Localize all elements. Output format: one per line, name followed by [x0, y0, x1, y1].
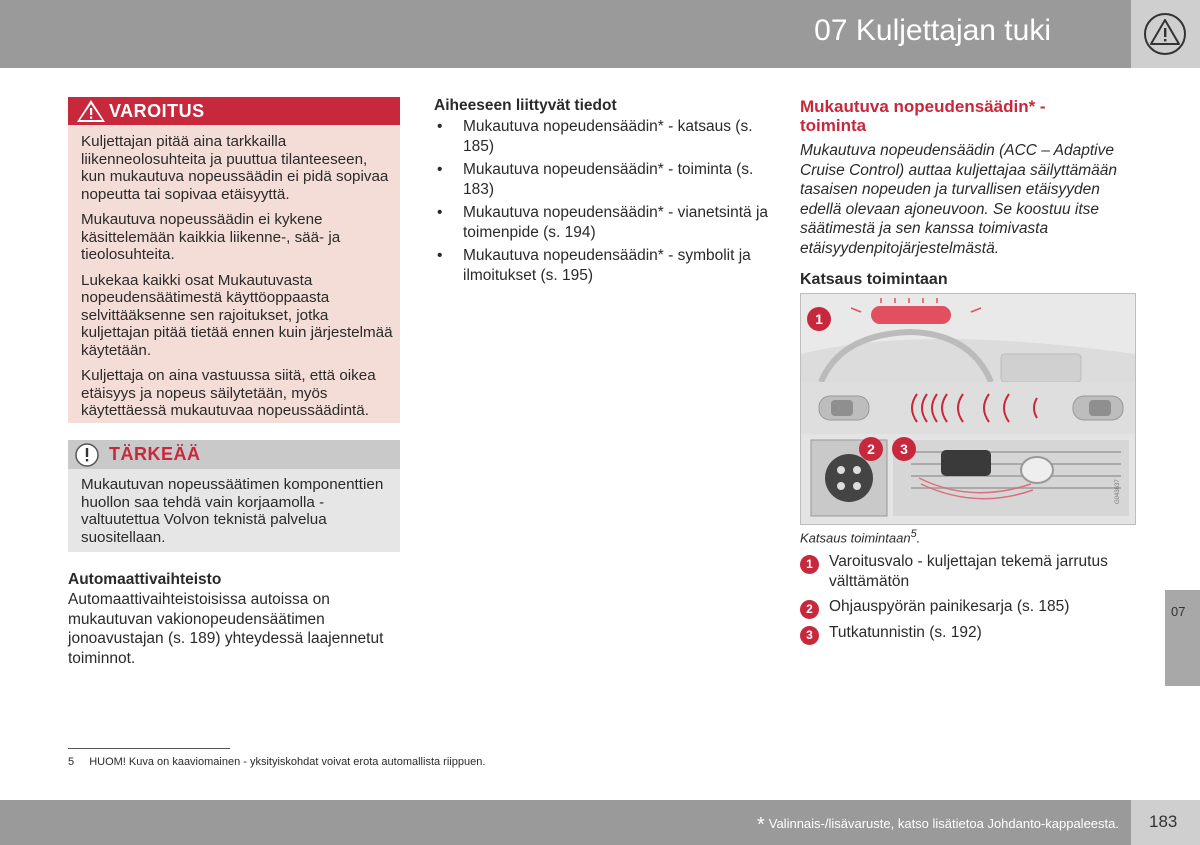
- overview-title: Katsaus toimintaan: [800, 271, 948, 288]
- related-list: [434, 117, 774, 289]
- figure-caption: Katsaus toimintaan$^5$.: [800, 528, 921, 546]
- footer-note: [757, 814, 1119, 837]
- overview-item: [800, 623, 1135, 643]
- warning-header: [68, 97, 400, 125]
- bullet-icon: •: [437, 118, 443, 135]
- overview-item: [800, 597, 1135, 617]
- car-icon: [819, 396, 869, 420]
- related-item-text: Mukautuva nopeudensäädin* - toiminta (s. 183): [463, 161, 754, 198]
- warning-triangle-icon: [1131, 0, 1200, 68]
- figure-badge-3: [892, 437, 916, 461]
- svg-text:2: 2: [867, 441, 875, 457]
- figure-caption-text: Katsaus toimintaan: [800, 530, 911, 546]
- overview-item: [800, 552, 1135, 591]
- warning-text: [81, 133, 393, 428]
- figure-badge-2: [859, 437, 883, 461]
- warning-label: VAROITUS: [109, 101, 205, 121]
- acc-intro-text: Mukautuva nopeudensäädin (ACC – Adaptive Cruise Control) auttaa kuljettajaa säilyttämään tasaisen nopeuden ja turvallisen etäisyyden edellä olevaan ajoneuvoon. Se koostuu itse säätimestä ja sen kanssa toimivasta etäisyydenpitojärjestelmästä.: [800, 142, 1118, 257]
- related-item-text: Mukautuva nopeudensäädin* - katsaus (s. 185): [463, 118, 753, 155]
- related-item[interactable]: [434, 117, 774, 156]
- page-number: 183: [1149, 812, 1178, 831]
- page-number-box: [1131, 800, 1200, 845]
- overview-item-text: Tutkatunnistin (s. 192): [829, 623, 982, 641]
- related-item-text: Mukautuva nopeudensäädin* - vianetsintä ja toimenpide (s. 194): [463, 204, 769, 241]
- automatic-title: Automaattivaihteisto: [68, 571, 222, 588]
- acc-overview-figure: [800, 293, 1136, 525]
- bullet-icon: •: [437, 204, 443, 221]
- exclamation-circle-icon: [75, 443, 99, 467]
- svg-text:1: 1: [815, 311, 823, 327]
- overview-numbered-list: [800, 552, 1135, 648]
- acc-illustration: [801, 294, 1135, 524]
- important-header: [68, 440, 400, 469]
- number-badge: 2: [800, 600, 819, 619]
- overview-item-text: Varoitusvalo - kuljettajan tekemä jarrutus välttämätön: [829, 553, 1108, 590]
- chapter-title: 07 Kuljettajan tuki: [814, 14, 1051, 47]
- automatic-text: Automaattivaihteistoisissa autoissa on mukautuvan vakionopeudensäätimen jonoavustajan (s. 189) yhteydessä laajennetut toiminnot.: [68, 591, 384, 667]
- footer-bar: [0, 800, 1131, 845]
- acc-section-title: Mukautuva nopeudensäädin* - toiminta: [800, 97, 1046, 135]
- warning-paragraph: Kuljettaja on aina vastuussa siitä, että oikea etäisyys ja nopeus säilytetään, myös käytettäessä mukautuvaa nopeussäädintä.: [81, 367, 376, 419]
- warning-icon: [76, 99, 106, 123]
- number-badge: 1: [800, 555, 819, 574]
- related-item[interactable]: [434, 160, 774, 199]
- warning-paragraph: Kuljettajan pitää aina tarkkailla liikenneolosuhteita ja puuttua tilanteeseen, kun mukautuva nopeussäädin ei pidä sopivaa nopeutta tai sopivaa etäisyyttä.: [81, 133, 389, 203]
- asterisk-mark: *: [756, 814, 765, 836]
- chapter-side-tab: [1165, 590, 1200, 686]
- svg-text:3: 3: [900, 441, 908, 457]
- footnote-text: HUOM! Kuva on kaaviomainen - yksityiskohdat voivat erota automallista riippuen.: [89, 756, 486, 768]
- figure-code: G043637: [1115, 479, 1121, 504]
- header-icon-box: [1131, 0, 1200, 68]
- header-bar: [0, 0, 1131, 68]
- number-badge: 3: [800, 626, 819, 645]
- footnote-ref[interactable]: 5: [910, 528, 917, 540]
- footnote: [68, 756, 485, 768]
- warning-paragraph: Mukautuva nopeussäädin ei kykene käsittelemään kaikkia liikenne-, sää- ja tieolosuhteita.: [81, 211, 341, 263]
- important-text: Mukautuvan nopeussäätimen komponenttien huollon saa tehdä vain korjaamolla - valtuutettua Volvon teknistä palvelua suositellaan.: [81, 476, 384, 546]
- overview-item-text: Ohjauspyörän painikesarja (s. 185): [829, 598, 1070, 615]
- important-box: [68, 440, 400, 552]
- related-item[interactable]: [434, 203, 774, 242]
- footnote-rule: [68, 748, 230, 749]
- footnote-number: 5: [68, 756, 75, 768]
- bullet-icon: •: [437, 161, 443, 178]
- figure-badge-1: [807, 307, 831, 331]
- footer-note-text: Valinnais-/lisävaruste, katso lisätietoa Johdanto-kappaleesta.: [768, 816, 1119, 831]
- related-item-text: Mukautuva nopeudensäädin* - symbolit ja ilmoitukset (s. 195): [463, 247, 751, 284]
- side-tab-label: 07: [1171, 604, 1186, 619]
- related-title: Aiheeseen liittyvät tiedot: [434, 97, 617, 114]
- important-label: TÄRKEÄÄ: [109, 444, 201, 464]
- car-icon: [1073, 396, 1123, 420]
- bullet-icon: •: [437, 247, 443, 264]
- related-item[interactable]: [434, 246, 774, 285]
- warning-box: [68, 97, 400, 423]
- warning-paragraph: Lukekaa kaikki osat Mukautuvasta nopeudensäätimestä käyttöoppaasta selvittääksenne sen rajoitukset, jotka kuljettajan pitää tietää ennen kuin järjestelmää käytetään.: [81, 271, 393, 359]
